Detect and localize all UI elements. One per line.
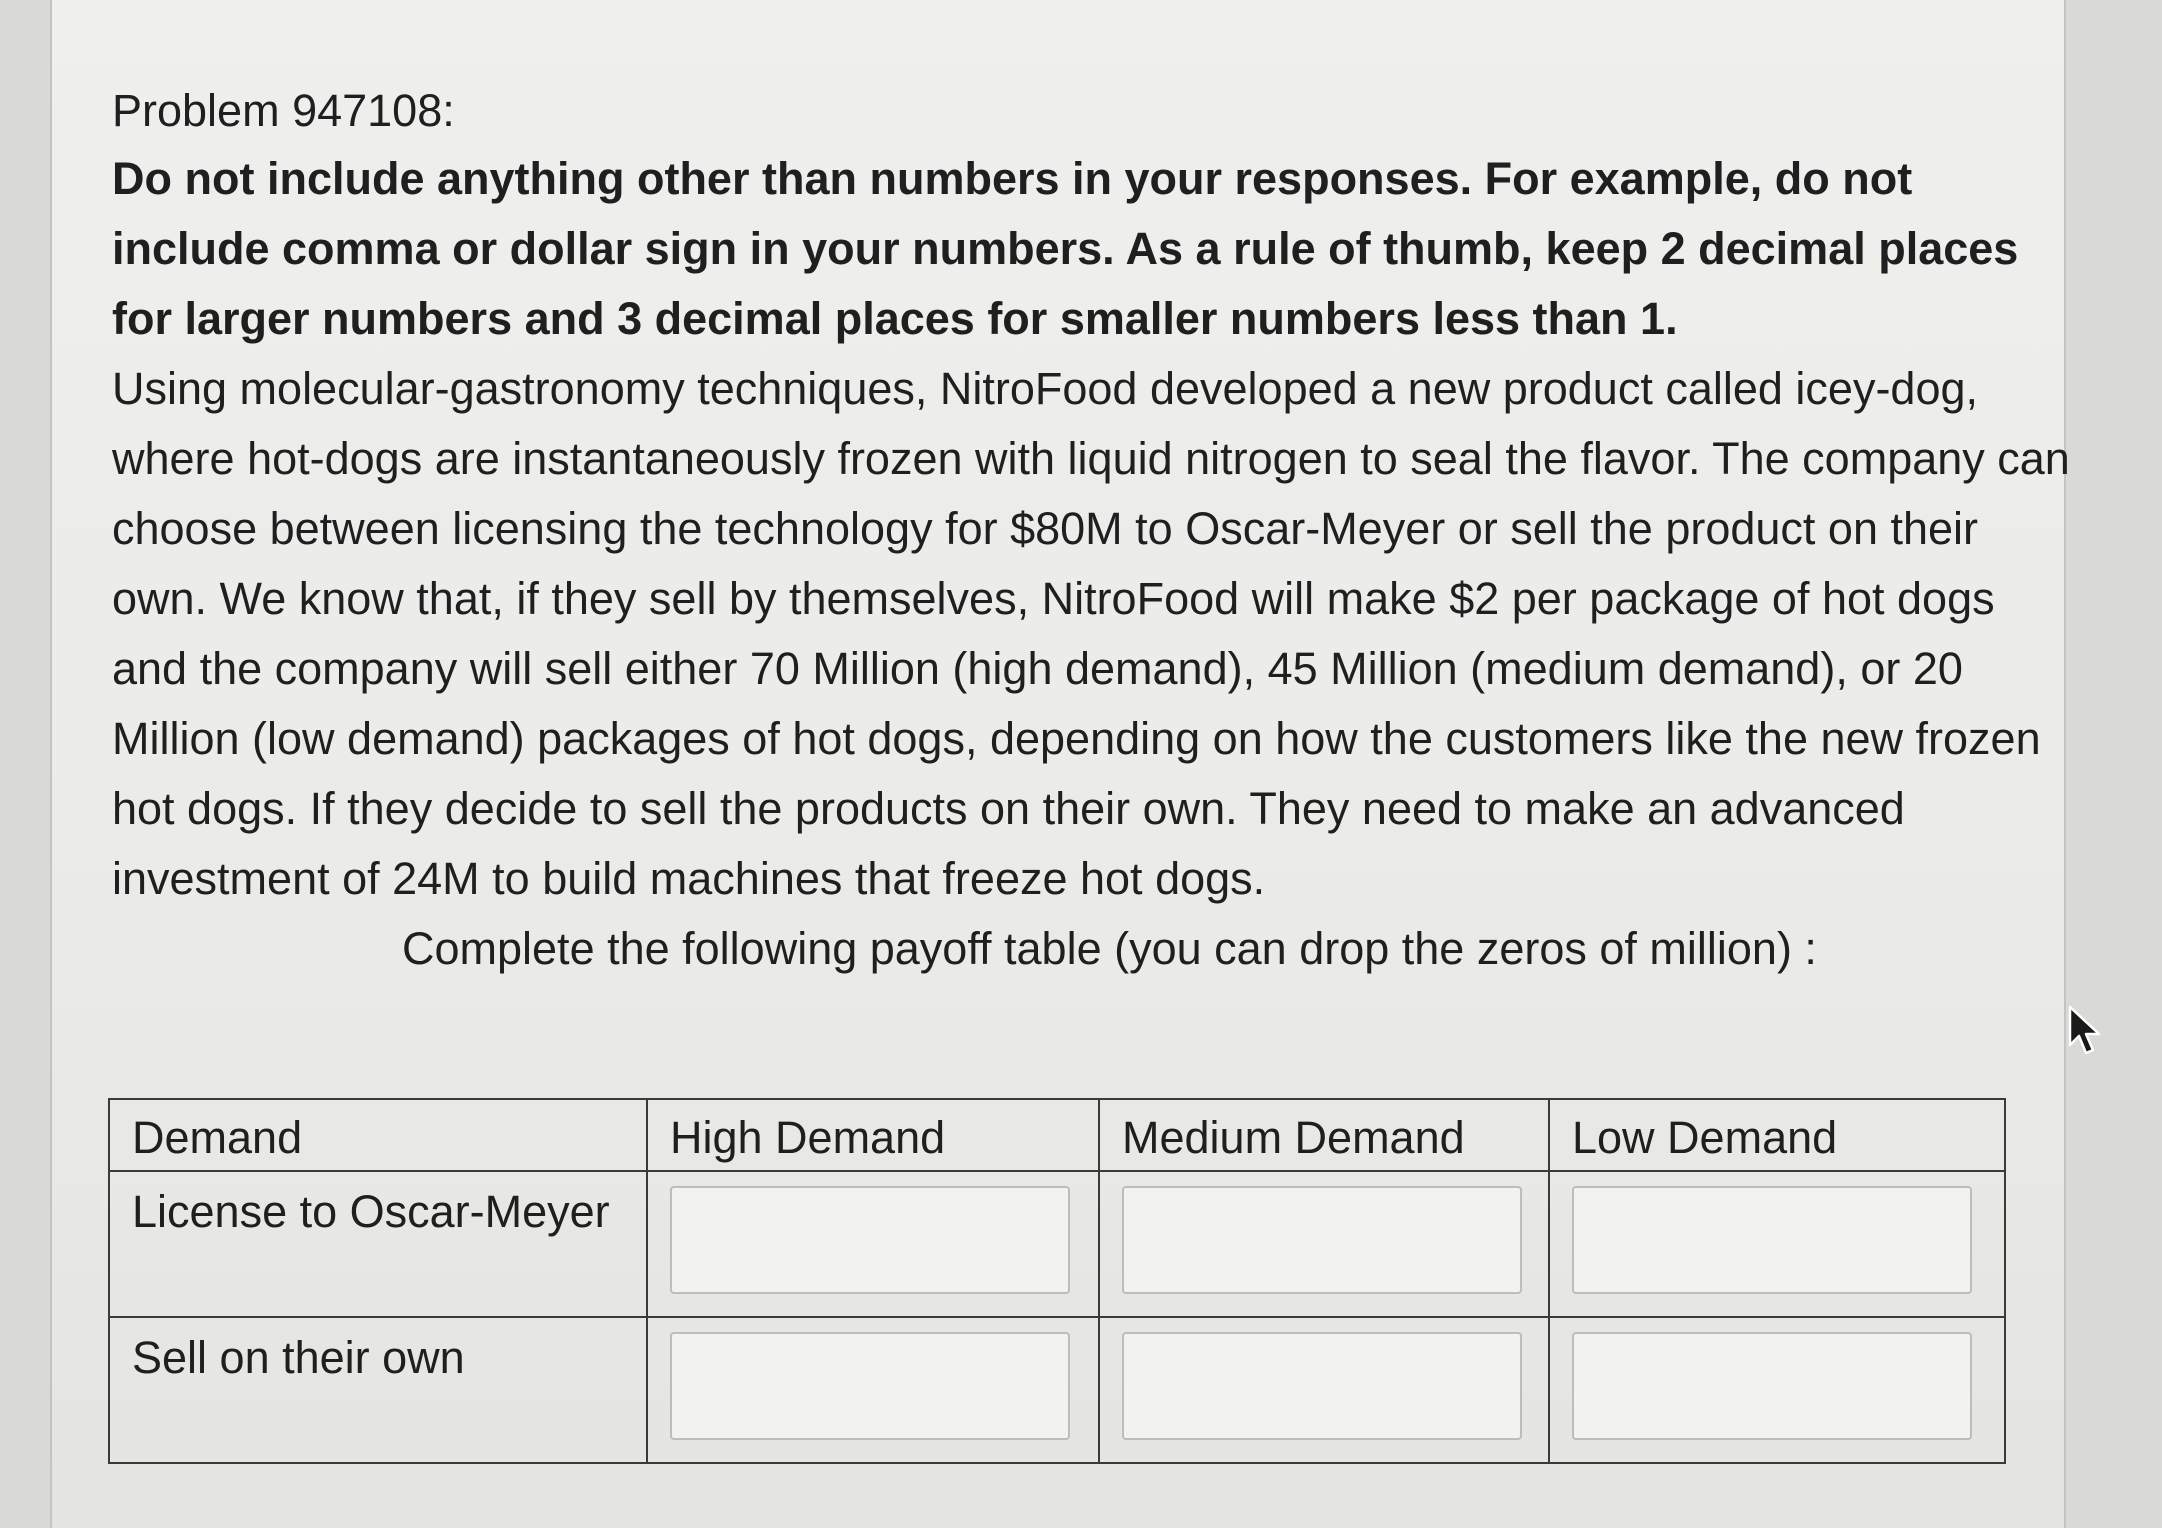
sell-medium-input[interactable] — [1122, 1332, 1522, 1440]
problem-statement: Using molecular-gastronomy techniques, NitroFood developed a new product called icey-dog, where hot-dogs are instantaneously frozen with liquid nitrogen to seal the flavor. The company can choose between licensing the technology for $80M to Oscar-Meyer or sell the product on their own. We know that, if they sell by themselves, NitroFood will make $2 per package of hot dogs and the company will sell either 70 Million (high demand), 45 Million (medium demand), or 20 Million (low demand) packages of hot dogs, depending on how the customers like the new frozen hot dogs. If they decide to sell the products on their own. They need to make an advanced investment of 24M to build machines that freeze hot dogs. — [112, 363, 2070, 904]
row-label-sell-own: Sell on their own — [109, 1317, 647, 1463]
cell-license-medium — [1099, 1171, 1549, 1317]
cell-sell-high — [647, 1317, 1099, 1463]
cell-sell-low — [1549, 1317, 2005, 1463]
cell-sell-medium — [1099, 1317, 1549, 1463]
table-row-license — [109, 1171, 2005, 1317]
header-medium-demand: Medium Demand — [1099, 1099, 1549, 1171]
table-prompt: Complete the following payoff table (you can drop the zeros of million) : — [402, 923, 1817, 974]
problem-title: Problem 947108: — [112, 85, 455, 136]
sell-low-input[interactable] — [1572, 1332, 1972, 1440]
cell-license-high — [647, 1171, 1099, 1317]
header-high-demand: High Demand — [647, 1099, 1099, 1171]
license-medium-input[interactable] — [1122, 1186, 1522, 1294]
table-row-sell-own — [109, 1317, 2005, 1463]
license-high-input[interactable] — [670, 1186, 1070, 1294]
problem-content — [112, 78, 2072, 984]
sell-high-input[interactable] — [670, 1332, 1070, 1440]
header-demand: Demand — [109, 1099, 647, 1171]
instructions-text: Do not include anything other than numbers in your responses. For example, do not include comma or dollar sign in your numbers. As a rule of thumb, keep 2 decimal places for larger numbers and 3 decimal places for smaller numbers less than 1. — [112, 153, 2019, 344]
license-low-input[interactable] — [1572, 1186, 1972, 1294]
cell-license-low — [1549, 1171, 2005, 1317]
row-label-license: License to Oscar-Meyer — [109, 1171, 647, 1317]
mouse-pointer-icon — [2066, 1005, 2106, 1057]
table-header-row — [109, 1099, 2005, 1171]
payoff-table — [108, 1098, 2006, 1464]
header-low-demand: Low Demand — [1549, 1099, 2005, 1171]
